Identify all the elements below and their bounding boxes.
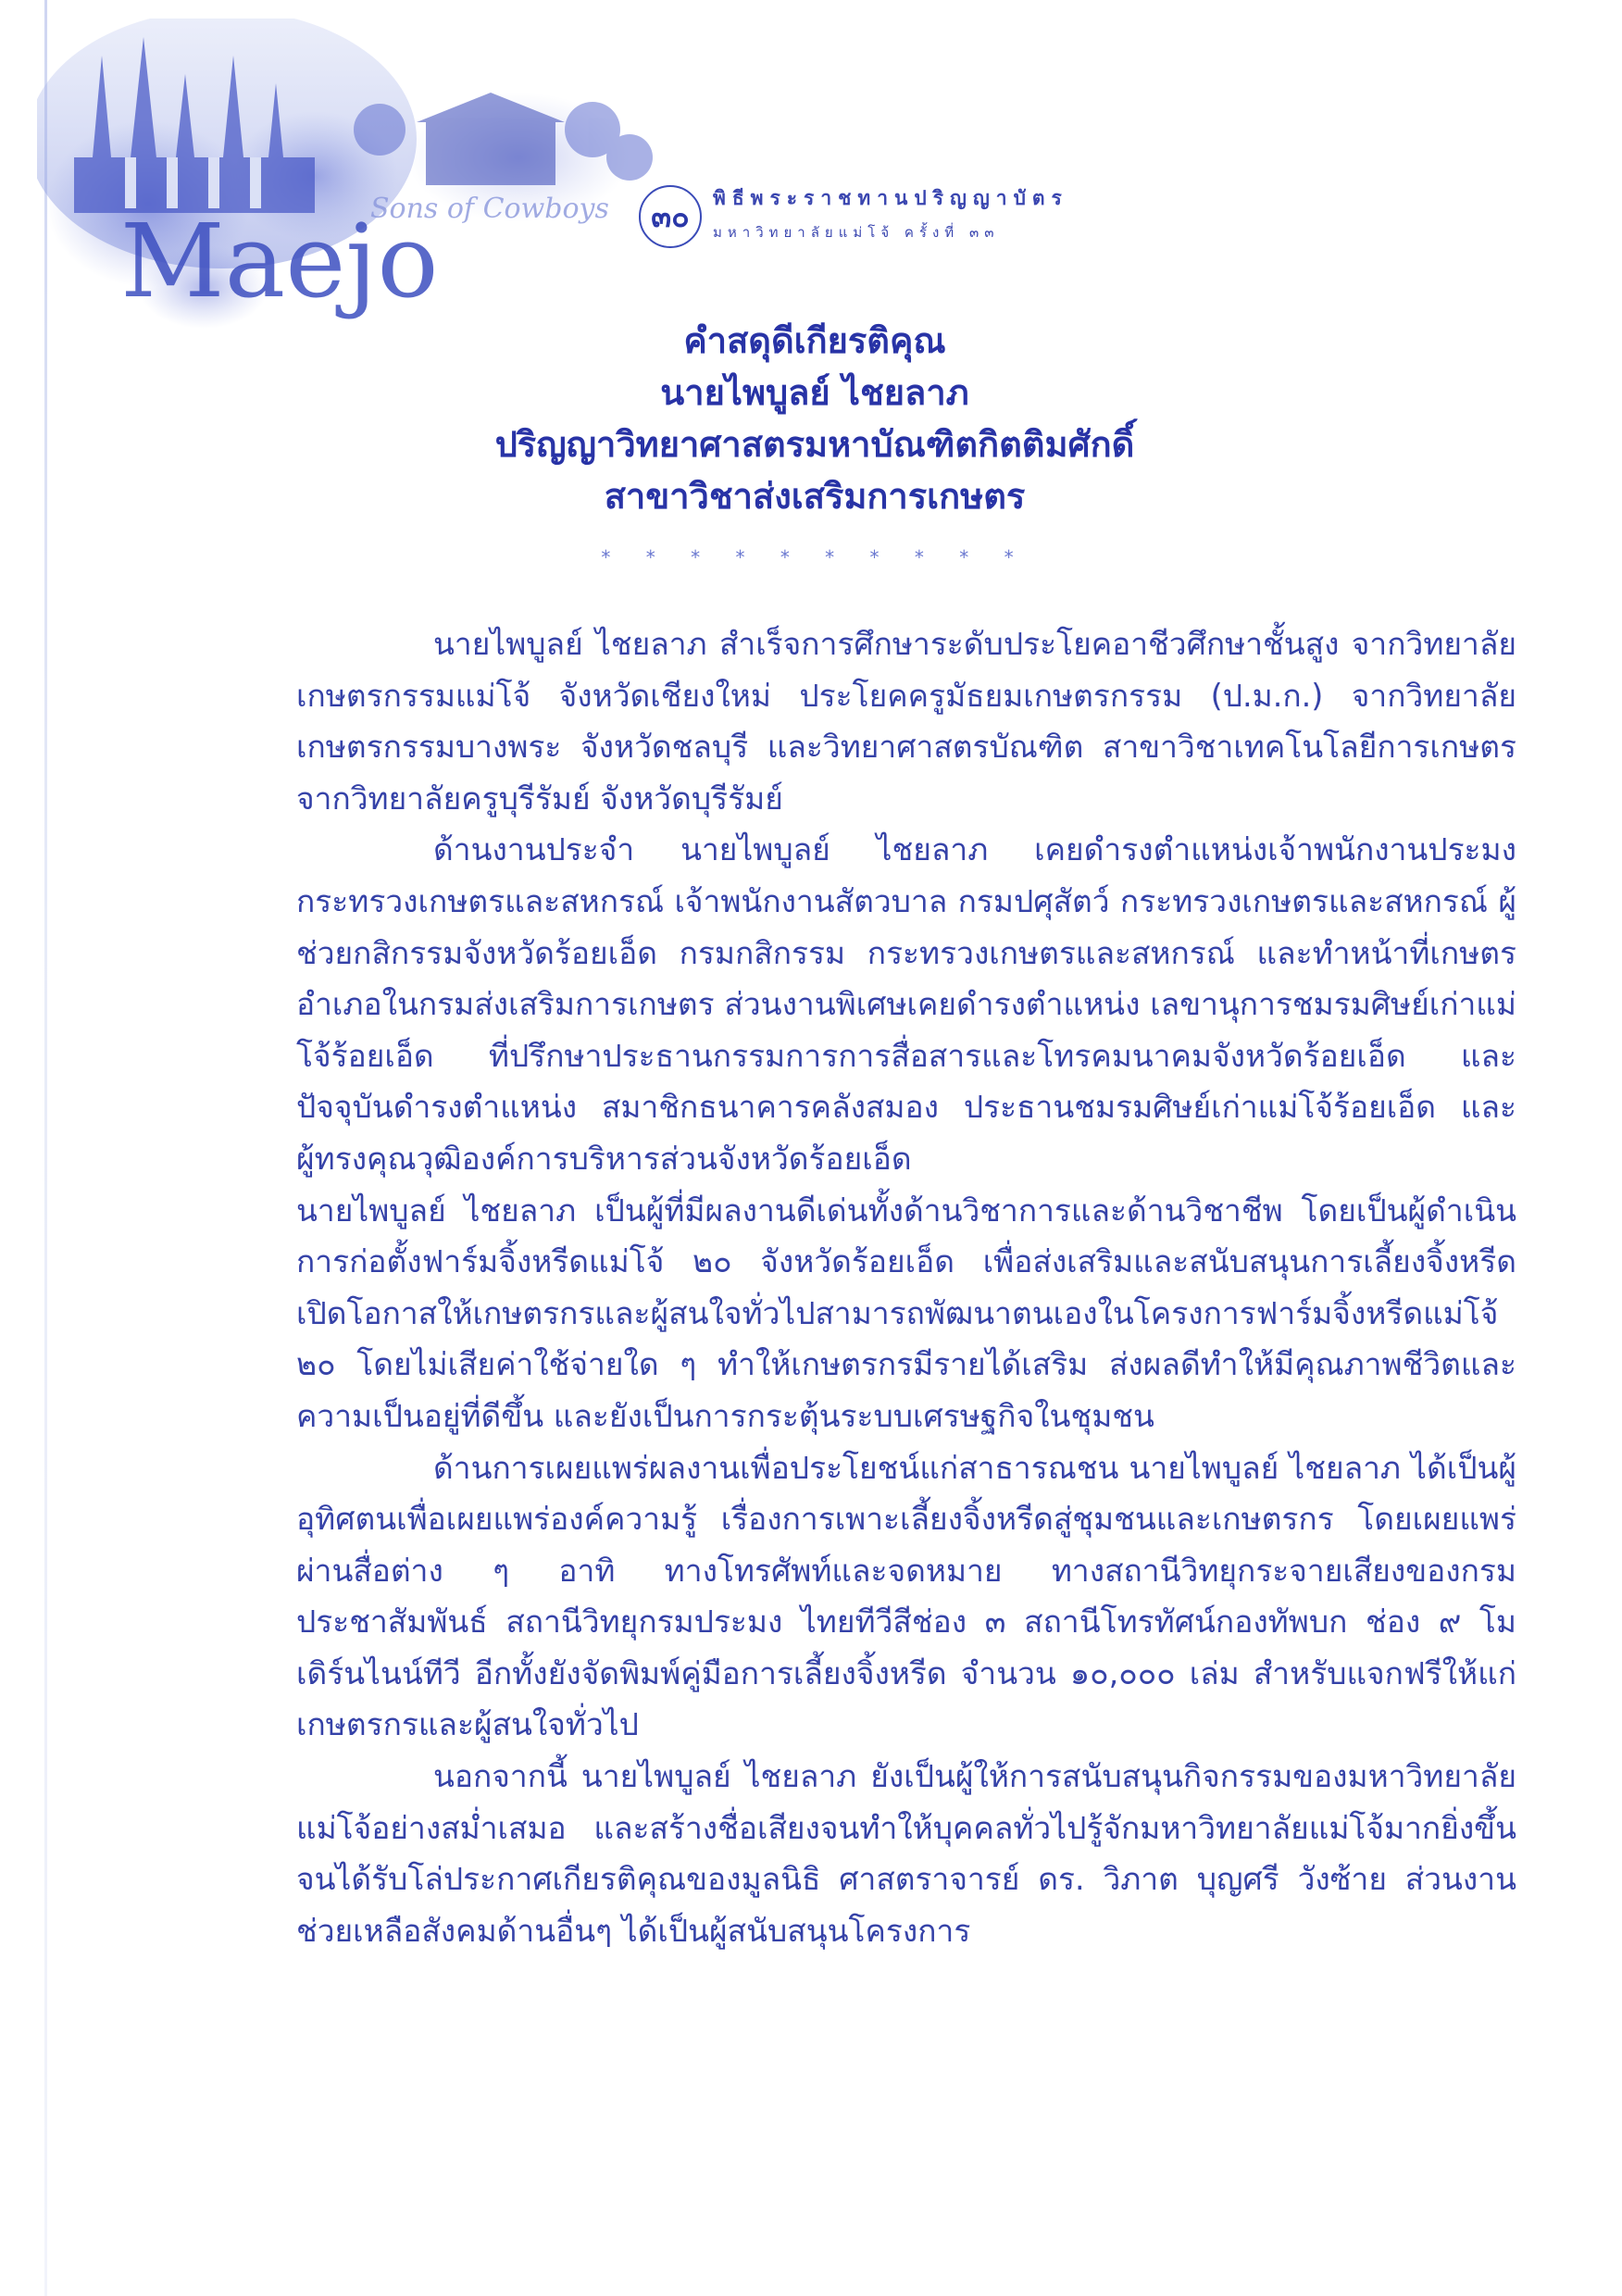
body-text	[296, 618, 1516, 1956]
ceremony-title: พิธีพระราชทานปริญญาบัตร	[713, 187, 1068, 209]
page-number: ๓๐	[639, 185, 702, 248]
paragraph-career: ด้านงานประจำ นายไพบูลย์ ไชยลาภ เคยดำรงตำแหน่งเจ้าพนักงานประมง กระทรวงเกษตรและสหกรณ์ เจ้าพนักงานสัตวบาล กรมปศุสัตว์ กระทรวงเกษตรและสหกรณ์ ผู้ช่วยกสิกรรมจังหวัดร้อยเอ็ด กรมกสิกรรม กระทรวงเกษตรและสหกรณ์ และทำหน้าที่เกษตรอำเภอในกรมส่งเสริมการเกษตร ส่วนงานพิเศษเคยดำรงตำแหน่ง เลขานุการชมรมศิษย์เก่าแม่โจ้ร้อยเอ็ด ที่ปรึกษาประธานกรรมการการสื่อสารและโทรคมนาคมจังหวัดร้อยเอ็ด และปัจจุบันดำรงตำแหน่ง สมาชิกธนาคารคลังสมอง ประธานชมรมศิษย์เก่าแม่โจ้ร้อยเอ็ด และผู้ทรงคุณวุฒิองค์การบริหารส่วนจังหวัดร้อยเอ็ด	[296, 831, 1516, 1177]
paragraph-education: นายไพบูลย์ ไชยลาภ สำเร็จการศึกษาระดับประโยคอาชีวศึกษาชั้นสูง จากวิทยาลัยเกษตรกรรมแม่โจ้ จังหวัดเชียงใหม่ ประโยคครูมัธยมเกษตรกรรม (ป.ม.ก.) จากวิทยาลัยเกษตรกรรมบางพระ จังหวัดชลบุรี และวิทยาศาสตรบัณฑิต สาขาวิชาเทคโนโลยีการเกษตร จากวิทยาลัยครูบุรีรัมย์ จังหวัดบุรีรัมย์	[296, 626, 1516, 817]
title-block	[306, 315, 1324, 522]
maejo-watercolor-header	[37, 19, 685, 352]
paragraph-support: นอกจากนี้ นายไพบูลย์ ไชยลาภ ยังเป็นผู้ให้การสนับสนุนกิจกรรมของมหาวิทยาลัยแม่โจ้อย่างสม่ำเสมอ และสร้างชื่อเสียงจนทำให้บุคคลทั่วไปรู้จักมหาวิทยาลัยแม่โจ้มากยิ่งขึ้น จนได้รับโล่ประกาศเกียรติคุณของมูลนิธิ ศาสตราจารย์ ดร. วิภาต บุญศรี วังซ้าย ส่วนงานช่วยเหลือสังคมด้านอื่นๆ ได้เป็นผู้สนับสนุนโครงการ	[296, 1758, 1516, 1949]
title-line-4: สาขาวิชาส่งเสริมการเกษตร	[604, 476, 1026, 517]
maejo-logo-text: Maejo	[120, 202, 439, 320]
title-line-3: ปริญญาวิทยาศาสตรมหาบัณฑิตกิตติมศักดิ์	[494, 424, 1135, 465]
separator-stars: * * * * * * * * * *	[601, 546, 1029, 568]
paragraph-achievements: นายไพบูลย์ ไชยลาภ เป็นผู้ที่มีผลงานดีเด่นทั้งด้านวิชาการและด้านวิชาชีพ โดยเป็นผู้ดำเนินการก่อตั้งฟาร์มจิ้งหรีดแม่โจ้ ๒๐ จังหวัดร้อยเอ็ด เพื่อส่งเสริมและสนับสนุนการเลี้ยงจิ้งหรีด เปิดโอกาสให้เกษตรกรและผู้สนใจทั่วไปสามารถพัฒนาตนเองในโครงการฟาร์มจิ้งหรีดแม่โจ้ ๒๐ โดยไม่เสียค่าใช้จ่ายใด ๆ ทำให้เกษตรกรมีรายได้เสริม ส่งผลดีทำให้มีคุณภาพชีวิตและความเป็นอยู่ที่ดีขึ้น และยังเป็นการกระตุ้นระบบเศรษฐกิจในชุมชน	[296, 1192, 1516, 1434]
ceremony-subtitle: มหาวิทยาลัยแม่โจ้ ครั้งที่ ๓๓	[713, 224, 1000, 241]
title-line-1: คำสดุดีเกียรติคุณ	[683, 320, 946, 361]
script-text: Sons of Cowboys	[370, 193, 609, 225]
title-line-2: นายไพบูลย์ ไชยลาภ	[660, 372, 969, 413]
paragraph-dissemination: ด้านการเผยแพร่ผลงานเพื่อประโยชน์แก่สาธารณชน นายไพบูลย์ ไชยลาภ ได้เป็นผู้อุทิศตนเพื่อเผยแพร่องค์ความรู้ เรื่องการเพาะเลี้ยงจิ้งหรีดสู่ชุมชนและเกษตรกร โดยเผยแพร่ผ่านสื่อต่าง ๆ อาทิ ทางโทรศัพท์และจดหมาย ทางสถานีวิทยุกระจายเสียงของกรมประชาสัมพันธ์ สถานีวิทยุกรมประมง ไทยทีวีสีช่อง ๓ สถานีโทรทัศน์กองทัพบก ช่อง ๙ โมเดิร์นไนน์ทีวี อีกทั้งยังจัดพิมพ์คู่มือการเลี้ยงจิ้งหรีด จำนวน ๑๐,๐๐๐ เล่ม สำหรับแจกฟรีให้แก่เกษตรกรและผู้สนใจทั่วไป	[296, 1449, 1516, 1743]
ceremony-heading	[713, 183, 1068, 243]
